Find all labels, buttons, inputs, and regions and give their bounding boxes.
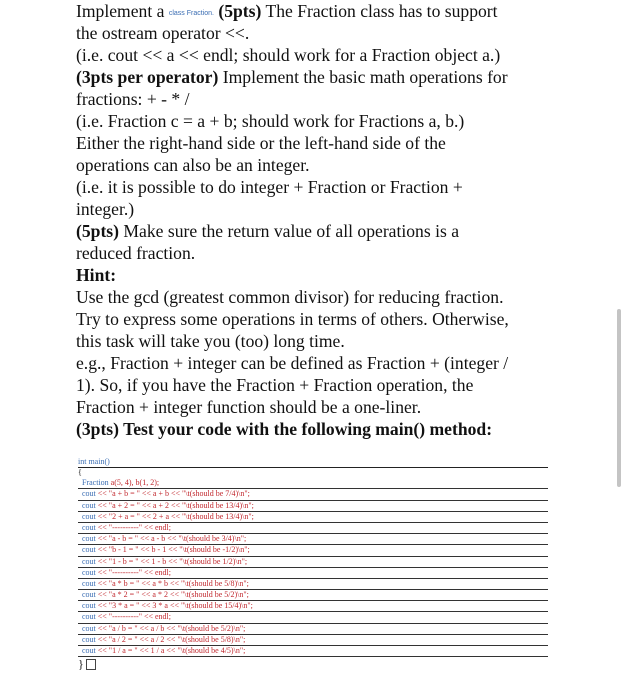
code-text: << "1 - b = " << 1 - b << "\t(should be 1/2)\n"; [95, 556, 248, 566]
code-keyword: cout [82, 601, 96, 611]
text-line [76, 352, 556, 374]
code-keyword: Fraction [82, 478, 109, 488]
code-line [78, 501, 548, 512]
text-span: Either the right-hand side or the left-hand side of the [76, 133, 446, 153]
scrollbar[interactable] [617, 309, 621, 487]
code-listing [78, 456, 548, 671]
problem-text [76, 0, 556, 440]
code-text: << "a + 2 = " << a + 2 << "\t(should be 13/4)\n"; [95, 500, 254, 510]
close-brace: } [78, 657, 84, 672]
code-keyword: cout [82, 634, 96, 644]
bold-text: (5pts) [218, 1, 262, 21]
cursor-box-icon [86, 659, 96, 670]
text-span: this task will take you (too) long time. [76, 331, 345, 351]
code-line [78, 489, 548, 500]
text-line [76, 154, 556, 176]
code-keyword: cout [82, 612, 96, 622]
text-line [76, 22, 556, 44]
code-text: << "b - 1 = " << b - 1 << "\t(should be -1/2)\n"; [95, 545, 250, 555]
text-span: The Fraction class has to support [261, 1, 498, 21]
text-span: (i.e. cout << a << endl; should work for a Fraction object a.) [76, 45, 501, 65]
text-line [76, 220, 556, 242]
text-span: Fraction + integer function should be a one-liner. [76, 397, 422, 417]
text-span: Make sure the return value of all operations is a [119, 221, 460, 241]
code-keyword: cout [82, 545, 96, 555]
code-keyword: cout [82, 534, 96, 544]
code-keyword: cout [82, 522, 96, 532]
code-rows [78, 478, 548, 657]
code-line [78, 635, 548, 646]
code-line [78, 512, 548, 523]
code-text: << "a / 2 = " << a / 2 << "\t(should be 5/8)\n"; [95, 634, 246, 644]
text-line [76, 132, 556, 154]
text-line [76, 396, 556, 418]
code-text: << "----------" << endl; [95, 612, 171, 622]
text-span: integer.) [76, 199, 135, 219]
text-line [76, 88, 556, 110]
text-span: Implement the basic math operations for [218, 67, 508, 87]
text-span: Implement a [76, 1, 169, 21]
code-text: << "1 / a = " << 1 / a << "\t(should be 4/5)\n"; [95, 646, 246, 655]
code-line [78, 624, 548, 635]
text-line [76, 0, 556, 22]
code-line [78, 646, 548, 657]
text-span: Use the gcd (greatest common divisor) for reducing fraction. [76, 287, 504, 307]
code-line [78, 568, 548, 579]
text-line [76, 44, 556, 66]
code-text: << "2 + a = " << 2 + a << "\t(should be 13/4)\n"; [95, 511, 254, 521]
text-line [76, 66, 556, 88]
code-text: << "a * b = " << a * b << "\t(should be 5/8)\n"; [95, 578, 249, 588]
text-span: 1). So, if you have the Fraction + Fraction operation, the [76, 375, 474, 395]
code-keyword: cout [82, 623, 96, 633]
text-line [76, 242, 556, 264]
code-text: << "a * 2 = " << a * 2 << "\t(should be 5/2)\n"; [95, 590, 249, 600]
code-text: a(5, 4), b(1, 2); [108, 478, 160, 488]
code-keyword: cout [82, 567, 96, 577]
code-line [78, 523, 548, 534]
text-line [76, 176, 556, 198]
code-line [78, 545, 548, 556]
code-text: << "----------" << endl; [95, 567, 171, 577]
code-keyword: cout [82, 489, 96, 499]
text-line [76, 264, 556, 286]
text-span: the ostream operator <<. [76, 23, 250, 43]
text-span: reduced fraction. [76, 243, 196, 263]
text-span: (i.e. it is possible to do integer + Fraction or Fraction + [76, 177, 463, 197]
code-line [78, 557, 548, 568]
code-keyword: cout [82, 511, 96, 521]
code-keyword: cout [82, 590, 96, 600]
code-keyword: cout [82, 556, 96, 566]
code-text: << "a + b = " << a + b << "\t(should be 7/4)\n"; [95, 489, 250, 499]
text-line [76, 110, 556, 132]
code-header: int main() [78, 457, 110, 466]
code-text: << "3 * a = " << 3 * a << "\t(should be 15/4)\n"; [95, 601, 253, 611]
class-tag: class Fraction. [168, 10, 214, 17]
code-line [78, 534, 548, 545]
code-close-brace [78, 657, 548, 671]
code-line [78, 579, 548, 590]
code-line [78, 590, 548, 601]
code-keyword: cout [82, 578, 96, 588]
code-open-brace: { [78, 468, 82, 477]
bold-text: Hint: [76, 265, 117, 285]
text-span: fractions: + - * / [76, 89, 190, 109]
code-text: << "----------" << endl; [95, 522, 171, 532]
code-keyword: cout [82, 500, 96, 510]
text-span: Try to express some operations in terms of others. Otherwise, [76, 309, 509, 329]
text-line [76, 418, 556, 440]
text-line [76, 286, 556, 308]
text-line [76, 374, 556, 396]
bold-text: (3pts per operator) [76, 67, 219, 87]
text-span: e.g., Fraction + integer can be defined as Fraction + (integer / [76, 353, 509, 373]
text-line [76, 308, 556, 330]
bold-text: (3pts) Test your code with the following main() method: [76, 419, 493, 439]
code-text: << "a - b = " << a - b << "\t(should be 3/4)\n"; [95, 534, 247, 544]
code-text: << "a / b = " << a / b << "\t(should be 5/2)\n"; [95, 623, 246, 633]
text-span: (i.e. Fraction c = a + b; should work for Fractions a, b.) [76, 111, 465, 131]
code-line [78, 612, 548, 623]
code-line [78, 478, 548, 489]
text-span: operations can also be an integer. [76, 155, 310, 175]
code-keyword: cout [82, 646, 96, 655]
text-line [76, 330, 556, 352]
code-line [78, 601, 548, 612]
bold-text: (5pts) [76, 221, 120, 241]
text-line [76, 198, 556, 220]
